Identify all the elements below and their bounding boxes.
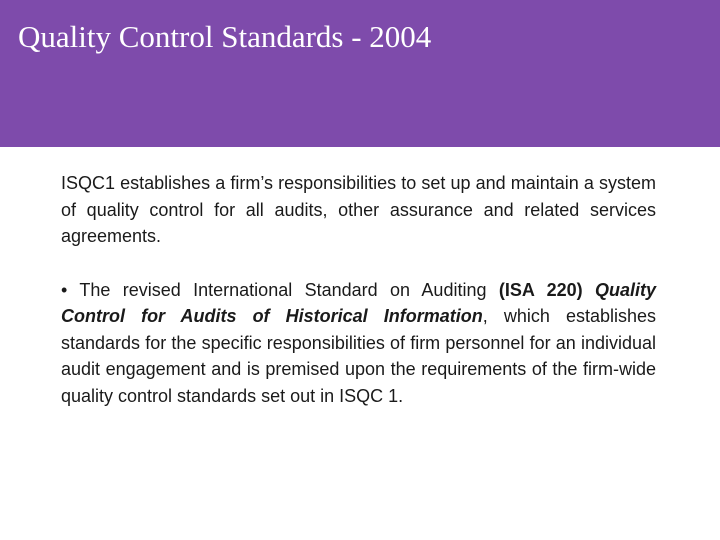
- title-bar: [0, 0, 720, 147]
- slide-body: [61, 170, 656, 409]
- standard-title: Quality Control for Audits of Historical Information: [61, 279, 656, 326]
- separator-space: [583, 280, 595, 300]
- bullet-lead-text: • The revised International Standard on Auditing: [61, 279, 499, 300]
- isa-reference: (ISA 220): [498, 279, 583, 300]
- paragraph-rest-text: , which establishes standards for the specific responsibilities of firm personnel for an individual audit engagement and is premised upon the requirements of the firm-wide quality control standards set out in ISQC 1.: [61, 306, 656, 406]
- slide-title: Quality Control Standards - 2004: [18, 19, 432, 54]
- paragraph-isqc1: ISQC1 establishes a firm’s responsibilities to set up and maintain a system of quality control for all audits, other assurance and related services agreements.: [61, 173, 656, 246]
- paragraph-isa220: [61, 277, 656, 410]
